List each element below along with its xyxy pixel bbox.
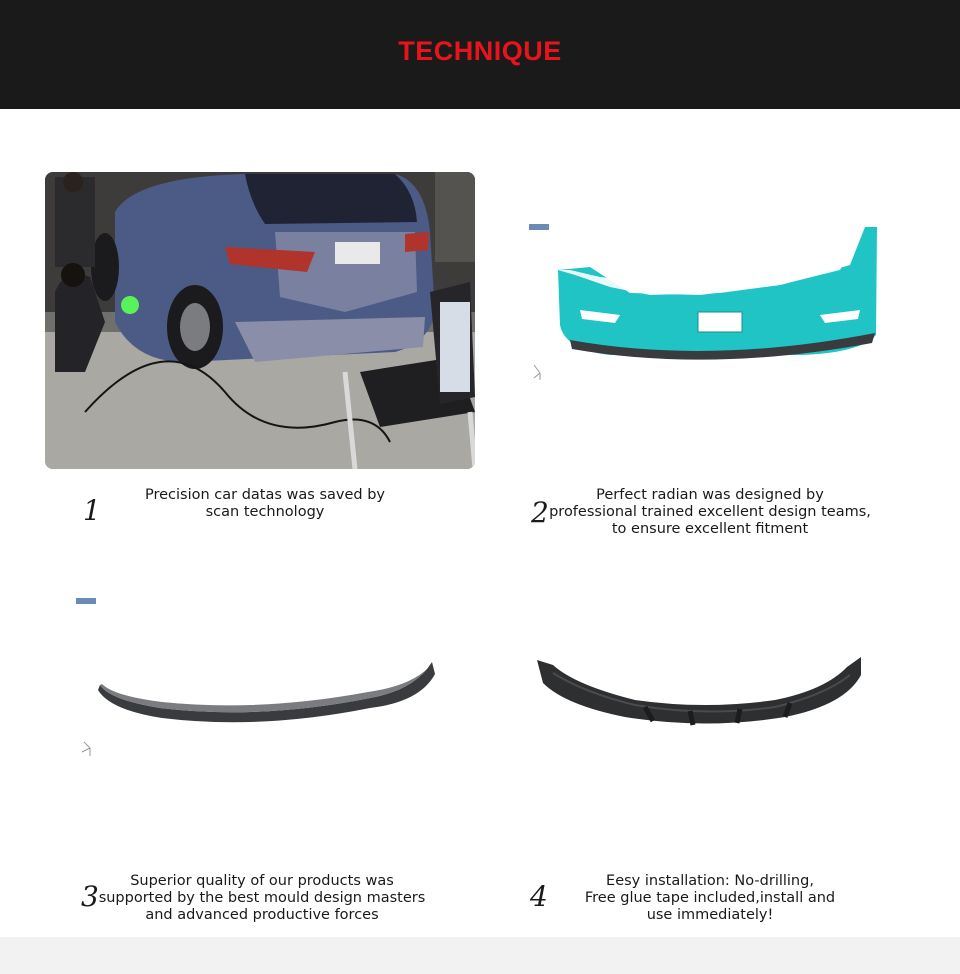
carbon-lip-photo (525, 645, 875, 735)
caption-line: scan technology (205, 504, 325, 520)
step-caption-2 (540, 487, 880, 538)
caption-line: to ensure excellent fitment (611, 521, 809, 537)
caption-line: Free glue tape included,install and (584, 890, 836, 906)
footer-band (0, 937, 960, 974)
page-header (0, 0, 960, 109)
step-number-3: 3 (81, 880, 99, 913)
caption-line: supported by the best mould design masters (98, 890, 426, 906)
page-title: TECHNIQUE (398, 36, 562, 66)
caption-line: Precision car datas was saved by (144, 487, 385, 503)
bumper-scan-render (520, 215, 890, 395)
scan-photo (45, 172, 475, 469)
caption-line: use immediately! (646, 907, 774, 923)
caption-line: Perfect radian was designed by (596, 487, 824, 503)
step-number-2: 2 (531, 496, 549, 529)
step-number-4: 4 (530, 880, 548, 913)
step-caption-3 (92, 873, 432, 924)
step-caption-1 (110, 487, 420, 521)
lip-cad-render (70, 590, 450, 770)
step-number-1: 1 (83, 494, 101, 527)
step-caption-4 (560, 873, 860, 924)
caption-line: and advanced productive forces (145, 907, 379, 923)
caption-line: professional trained excellent design teams, (549, 504, 871, 520)
caption-line: Superior quality of our products was (130, 873, 394, 889)
caption-line: Eesy installation: No-drilling, (606, 873, 814, 889)
